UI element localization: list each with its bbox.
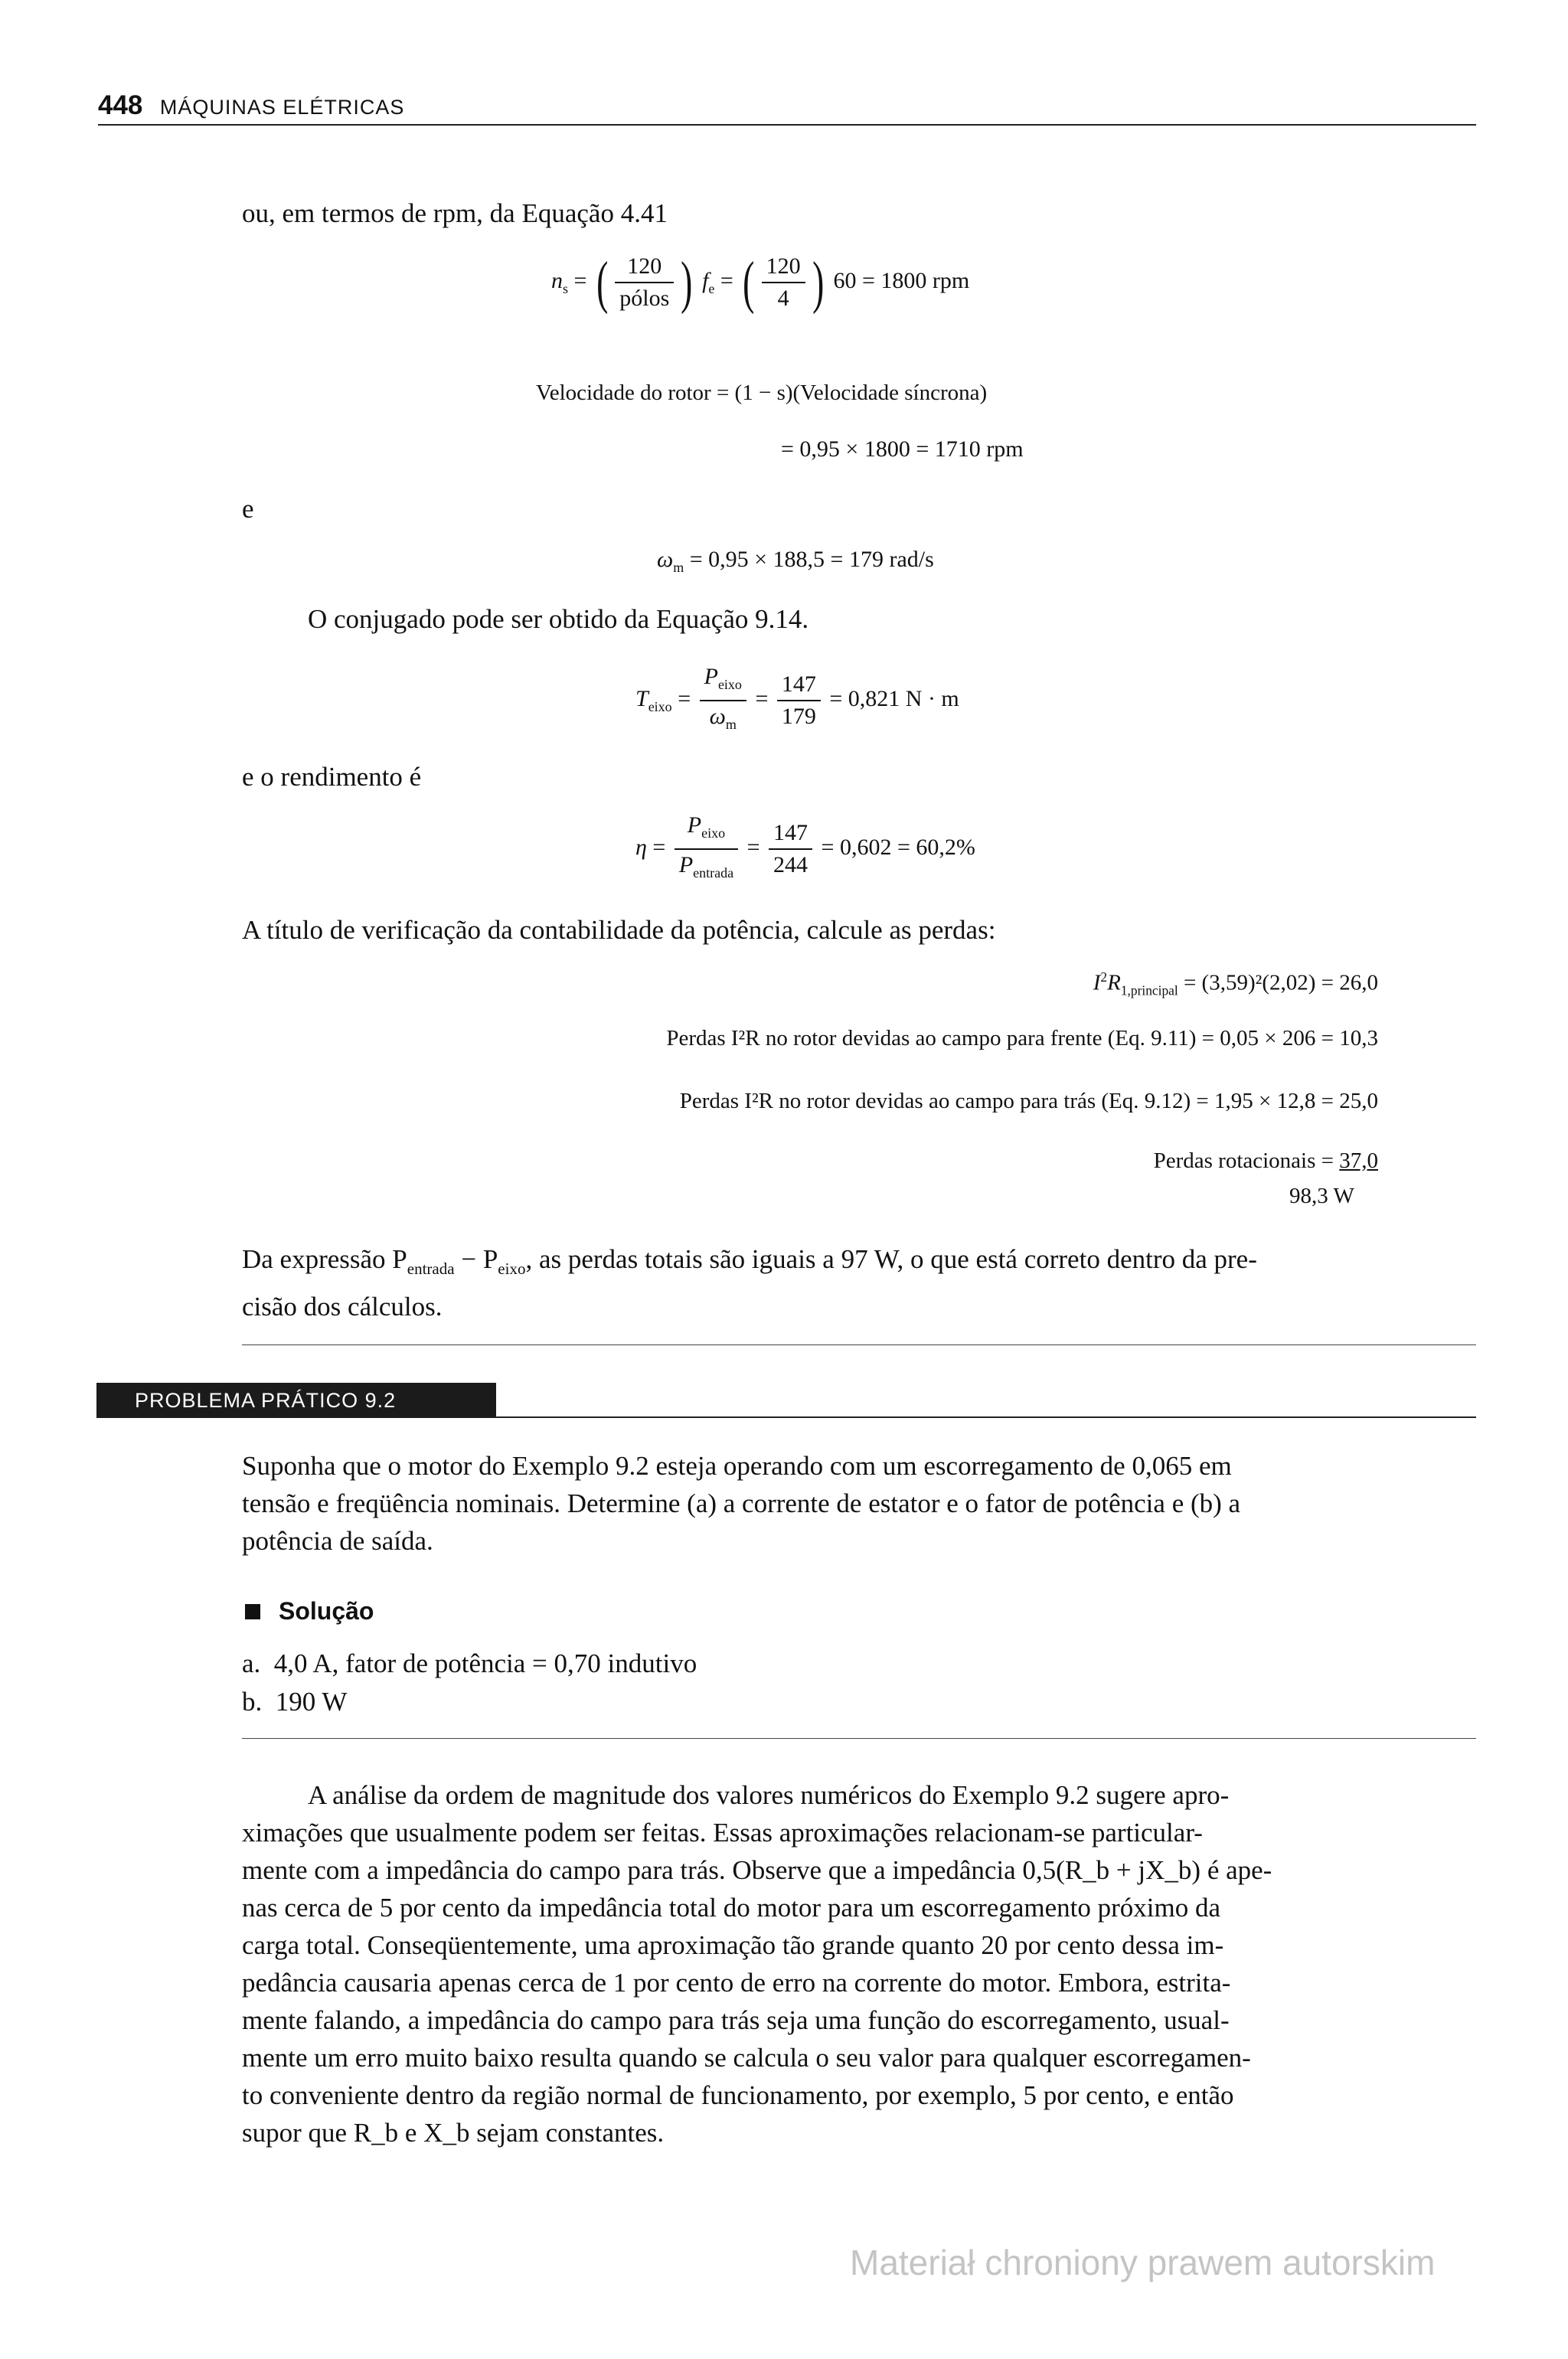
analysis-line: to conveniente dentro da região normal de funcionamento, por exemplo, 5 por cento, e então	[242, 2080, 1234, 2110]
analysis-line: supor que R_b e X_b sejam constantes.	[242, 2118, 665, 2148]
losses-backward: Perdas I²R no rotor devidas ao campo para trás (Eq. 9.12) = 1,95 × 12,8 = 25,0	[679, 1089, 1378, 1113]
analysis-paragraph	[242, 1776, 1482, 2152]
solution-heading: Solução	[245, 1597, 374, 1625]
practice-statement: Suponha que o motor do Exemplo 9.2 esteja operando com um escorregamento de 0,065 em tensão e freqüência nominais. Determine (a) a corrente de estator e o fator de potência e (b) a potência de saída.	[242, 1451, 1241, 1556]
running-title: MÁQUINAS ELÉTRICAS	[159, 96, 405, 119]
analysis-line: ximações que usualmente podem ser feitas. Essas aproximações relacionam-se particular-	[242, 1818, 1203, 1848]
header-rule	[98, 124, 1476, 126]
practice-banner-label: PROBLEMA PRÁTICO 9.2	[135, 1389, 397, 1412]
example-end-rule	[242, 1344, 1476, 1345]
efficiency-intro-text: e o rendimento é	[242, 762, 422, 792]
analysis-line: A análise da ordem de magnitude dos valores numéricos do Exemplo 9.2 sugere apro-	[308, 1780, 1230, 1810]
losses-intro-text: A título de verificação da contabilidade da potência, calcule as perdas:	[242, 915, 996, 945]
equation-omega: $\omega_m = 0,95 \times 188,5 = 179$ rad/s	[657, 547, 934, 575]
page-header	[98, 90, 1476, 129]
practice-end-rule	[242, 1738, 1476, 1739]
analysis-line: nas cerca de 5 por cento da impedância total do motor para um escorregamento próximo da	[242, 1893, 1220, 1923]
torque-intro-text: O conjugado pode ser obtido da Equação 9.14.	[308, 604, 809, 634]
equation-efficiency: η = $\frac{P_{eixo}}{P_{entrada}}$ = $\frac{147}{244}$ = 0,602 = 60,2%	[635, 810, 975, 888]
losses-stator: $I^2R_{1,principal} = (3,59)^2(2,02) = 26,0$	[1093, 969, 1378, 998]
conclusion-text: Da expressão $P_{entrada} - P_{eixo}$, as perdas totais são iguais a 97 W, o que está correto dentro da pre- cisão dos cálculos.	[242, 1244, 1257, 1322]
equation-torque: $T_{eixo}$ = $\frac{P_{eixo}}{\omega_m}$ = $\frac{147}{179}$ = 0,821 N · m	[635, 662, 959, 740]
word-e: e	[242, 494, 254, 524]
equation-rotor-speed-line2: = 0,95 × 1800 = 1710 rpm	[781, 436, 1024, 462]
losses-rotational: Perdas rotacionais = 37,0	[1153, 1148, 1378, 1173]
page-number: 448	[98, 90, 143, 120]
losses-forward: Perdas I²R no rotor devidas ao campo para frente (Eq. 9.11) = 0,05 × 206 = 10,3	[666, 1026, 1378, 1050]
analysis-line: mente um erro muito baixo resulta quando se calcula o seu valor para qualquer escorregamen-	[242, 2043, 1251, 2073]
solution-answer-a: a. 4,0 A, fator de potência = 0,70 indutivo	[242, 1648, 697, 1678]
watermark: Materiał chroniony prawem autorskim	[850, 2243, 1436, 2282]
equation-sync-speed: $n_s$ = ( $\frac{120}{\text{pólos}}$ ) $f_e$ = ( $\frac{120}{4}$ ) 60 = 1800 rpm	[551, 250, 970, 315]
losses-total: 98,3 W	[1289, 1184, 1354, 1208]
equation-rotor-speed-line1: Velocidade do rotor = (1 − s)(Velocidade síncrona)	[536, 381, 988, 405]
analysis-line: mente com a impedância do campo para trás. Observe que a impedância 0,5(R_b + jX_b) é ape-	[242, 1855, 1272, 1885]
solution-answer-b: b. 190 W	[242, 1687, 348, 1717]
analysis-line: carga total. Conseqüentemente, uma aproximação tão grande quanto 20 por cento dessa im-	[242, 1930, 1224, 1960]
intro-rpm-text: ou, em termos de rpm, da Equação 4.41	[242, 198, 668, 228]
practice-banner	[96, 1383, 496, 1418]
practice-banner-rule	[496, 1416, 1476, 1418]
solution-bullet-icon	[245, 1604, 260, 1619]
analysis-line: mente falando, a impedância do campo para trás seja uma função do escorregamento, usual-	[242, 2005, 1230, 2035]
analysis-line: pedância causaria apenas cerca de 1 por cento de erro na corrente do motor. Embora, estrita-	[242, 1968, 1231, 1998]
losses-rotational-value: 37,0	[1339, 1148, 1378, 1173]
